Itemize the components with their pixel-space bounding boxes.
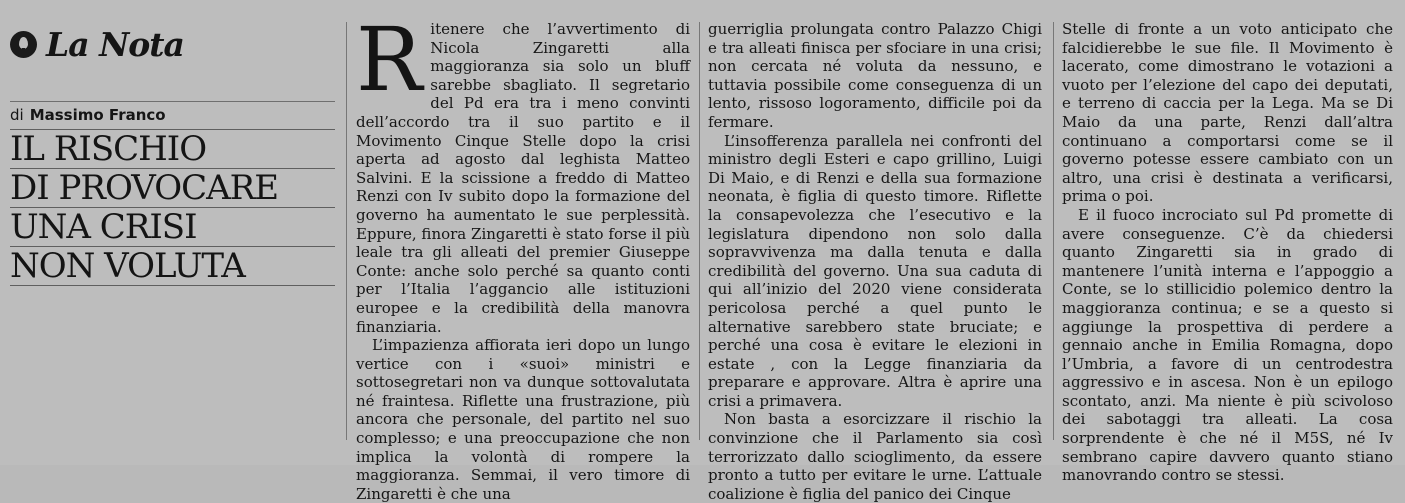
section-label xyxy=(10,20,184,68)
headline-line: NON VOLUTA xyxy=(10,247,335,286)
paragraph: L’impazienza affiorata ieri dopo un lungo vertice con i «suoi» ministri e sottosegretari non va dunque sottovalutata né fraintesa. Riflette una frustrazione, più ancora che personale, del partito nel suo complesso; e una preoccupazione che non implica la volontà di rompere la maggioranza. Semmai, il vero timore di Zingaretti è che una xyxy=(356,336,690,503)
text-column-1 xyxy=(356,8,690,503)
drop-cap: R xyxy=(356,8,423,111)
paragraph: guerriglia prolungata contro Palazzo Chigi e tra alleati finisca per sfociare in una crisi; non cercata né voluta da nessuno, e tuttavia possibile come conseguenza di un lento, rissoso logoramento, difficile poi da fermare. xyxy=(708,20,1042,131)
column-divider xyxy=(1053,22,1054,440)
byline xyxy=(10,103,166,127)
paragraph-text: itenere che l’avvertimento di Nicola Zingaretti alla maggioranza sia solo un bluff sarebbe sbagliato. Il segretario del Pd era tra i meno convinti dell’accordo tra il suo partito e il Movimento Cinque Stelle dopo la crisi aperta ad agosto dal leghista Matteo Salvini. E la scissione a freddo di Matteo Renzi con Iv subito dopo la formazione del governo ha aumentato le sue perplessità. Eppure, finora Zingaretti è stato forse il più leale tra gli alleati del premier Giuseppe Conte: anche solo perché sa quanto conti per l’Italia l’aggancio alle istituzioni europee e la credibilità della manovra finanziaria. xyxy=(356,20,690,336)
section-title: La Nota xyxy=(46,24,184,64)
headline-line: IL RISCHIO xyxy=(10,129,335,169)
byline-prefix: di xyxy=(10,106,24,124)
column-divider xyxy=(699,22,700,440)
text-column-2 xyxy=(708,20,1042,503)
pen-nib-icon xyxy=(10,31,37,58)
text-column-3 xyxy=(1062,20,1393,485)
paragraph: E il fuoco incrociato sul Pd promette di avere conseguenze. C’è da chiedersi quanto Zingaretti sia in grado di mantenere l’unità interna e l’appoggio a Conte, se lo stillicidio polemico dentro la maggioranza continua; e se a questo si aggiunge la prospettiva di perdere a gennaio anche in Emilia Romagna, dopo l’Umbria, a favore di un centrodestra aggressivo e in ascesa. Non è un epilogo scontato, anzi. Ma niente è più scivoloso dei sabotaggi tra alleati. La cosa sorprendente è che né il M5S, né Iv sembrano capire davvero quanto stiano manovrando contro se stessi. xyxy=(1062,205,1393,485)
paragraph: Stelle di fronte a un voto anticipato che falcidierebbe le sue file. Il Movimento è lacerato, come dimostrano le votazioni a vuoto per l’elezione del capo dei deputati, e terreno di caccia per la Lega. Ma se Di Maio da una parte, Renzi dall’altra continuano a comportarsi come se il governo potesse essere cambiato con un altro, una crisi è destinata a verificarsi, prima o poi. xyxy=(1062,20,1393,206)
divider xyxy=(10,101,335,102)
author-name: Massimo Franco xyxy=(29,106,166,124)
column-divider xyxy=(346,22,347,440)
headline xyxy=(10,129,335,286)
paragraph xyxy=(356,8,690,336)
paragraph: Non basta a esorcizzare il rischio la convinzione che il Parlamento sia così terrorizzato dallo scioglimento, da essere pronto a tutto per evitare le urne. L’attuale coalizione è figlia del panico dei Cinque xyxy=(708,410,1042,503)
paragraph: L’insofferenza parallela nei confronti del ministro degli Esteri e capo grillino, Luigi Di Maio, e di Renzi e della sua formazione neonata, è figlia di questo timore. Riflette la consapevolezza che l’esecutivo e la legislatura dipendono non solo dalla sopravvivenza ma dalla tenuta e dalla credibilità del governo. Una sua caduta di qui all’inizio del 2020 viene considerata pericolosa perché a quel punto le alternative sarebbero state bruciate; e perché una cosa è evitare le elezioni in estate , con la Legge finanziaria da preparare e approvare. Altra è aprire una crisi a primavera. xyxy=(708,131,1042,410)
headline-line: DI PROVOCARE xyxy=(10,169,335,208)
headline-line: UNA CRISI xyxy=(10,208,335,247)
